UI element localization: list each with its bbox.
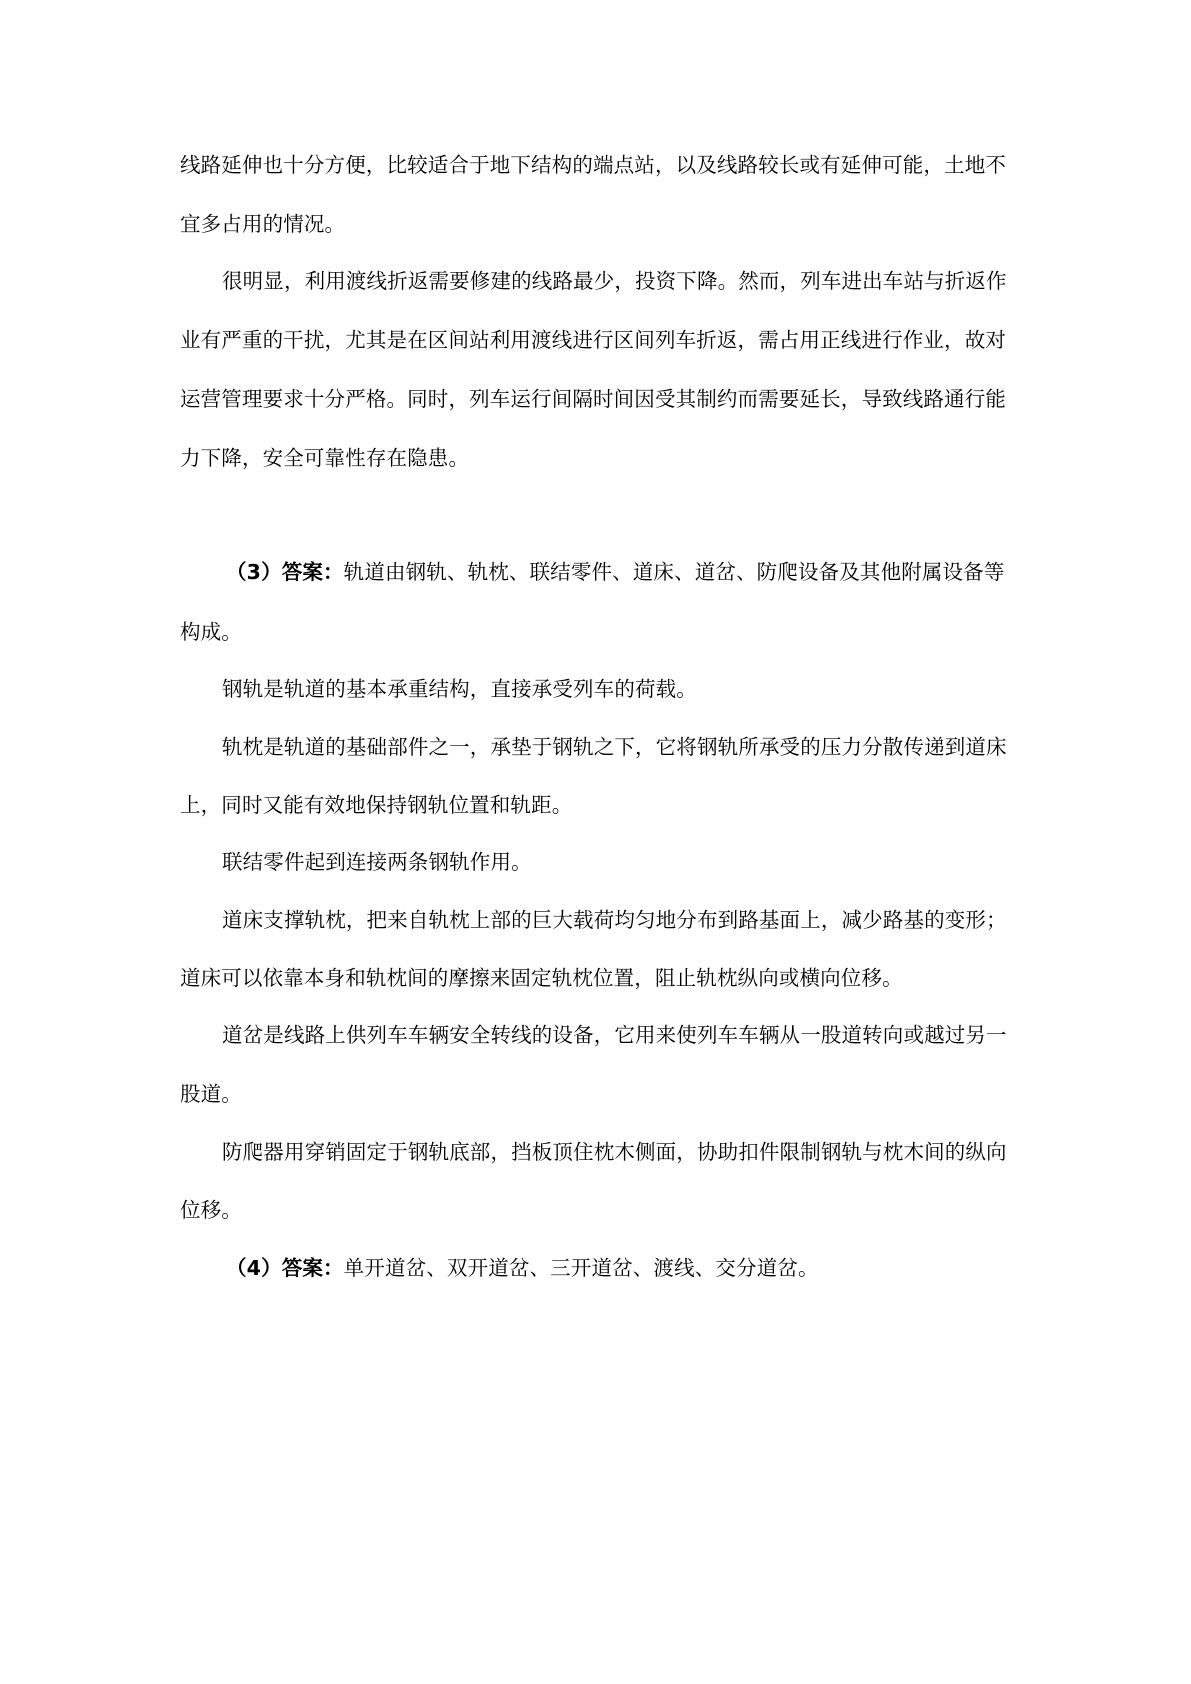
- answer-label: 答案：: [281, 1256, 344, 1280]
- paragraph-line: 位移。: [180, 1198, 242, 1222]
- paragraph-line: 钢轨是轨道的基本承重结构，直接承受列车的荷载。: [222, 677, 697, 701]
- paragraph-line: 联结零件起到连接两条钢轨作用。: [222, 850, 532, 874]
- paragraph-line: 轨枕是轨道的基础部件之一，承垫于钢轨之下，它将钢轨所承受的压力分散传递到道床: [222, 735, 1007, 759]
- paragraph-line: 防爬器用穿销固定于钢轨底部，挡板顶住枕木侧面，协助扣件限制钢轨与枕木间的纵向: [222, 1140, 1007, 1164]
- paragraph-line: 宜多占用的情况。: [180, 212, 346, 236]
- paragraph-line: 力下降，安全可靠性存在隐患。: [180, 446, 470, 470]
- paragraph-line: 很明显，利用渡线折返需要修建的线路最少，投资下降。然而，列车进出车站与折返作: [222, 269, 1007, 293]
- answer-text: 单开道岔、双开道岔、三开道岔、渡线、交分道岔。: [343, 1256, 819, 1280]
- answer-label: 答案：: [281, 560, 344, 584]
- paragraph-line: 道床可以依靠本身和轨枕间的摩擦来固定轨枕位置，阻止轨枕纵向或横向位移。: [180, 966, 903, 990]
- question-number: （4）: [226, 1256, 282, 1280]
- paragraph-line: 运营管理要求十分严格。同时，列车运行间隔时间因受其制约而需要延长，导致线路通行能: [180, 387, 1006, 411]
- paragraph-line: 上，同时又能有效地保持钢轨位置和轨距。: [180, 793, 573, 817]
- answer-text: 轨道由钢轨、轨枕、联结零件、道床、道岔、防爬设备及其他附属设备等: [343, 560, 1005, 584]
- answer-3-line: [226, 557, 1020, 587]
- paragraph-line: 道床支撑轨枕，把来自轨枕上部的巨大载荷均匀地分布到路基面上，减少路基的变形；: [222, 908, 1007, 932]
- paragraph-line: 股道。: [180, 1082, 242, 1106]
- paragraph-line: 构成。: [180, 620, 242, 644]
- question-number: （3）: [226, 560, 282, 584]
- answer-4-line: [226, 1253, 1020, 1283]
- paragraph-line: 业有严重的干扰，尤其是在区间站利用渡线进行区间列车折返，需占用正线进行作业，故对: [180, 328, 1006, 352]
- paragraph-line: 道岔是线路上供列车车辆安全转线的设备，它用来使列车车辆从一股道转向或越过另一: [222, 1023, 1007, 1047]
- paragraph-line: 线路延伸也十分方便，比较适合于地下结构的端点站，以及线路较长或有延伸可能，土地不: [180, 153, 1006, 177]
